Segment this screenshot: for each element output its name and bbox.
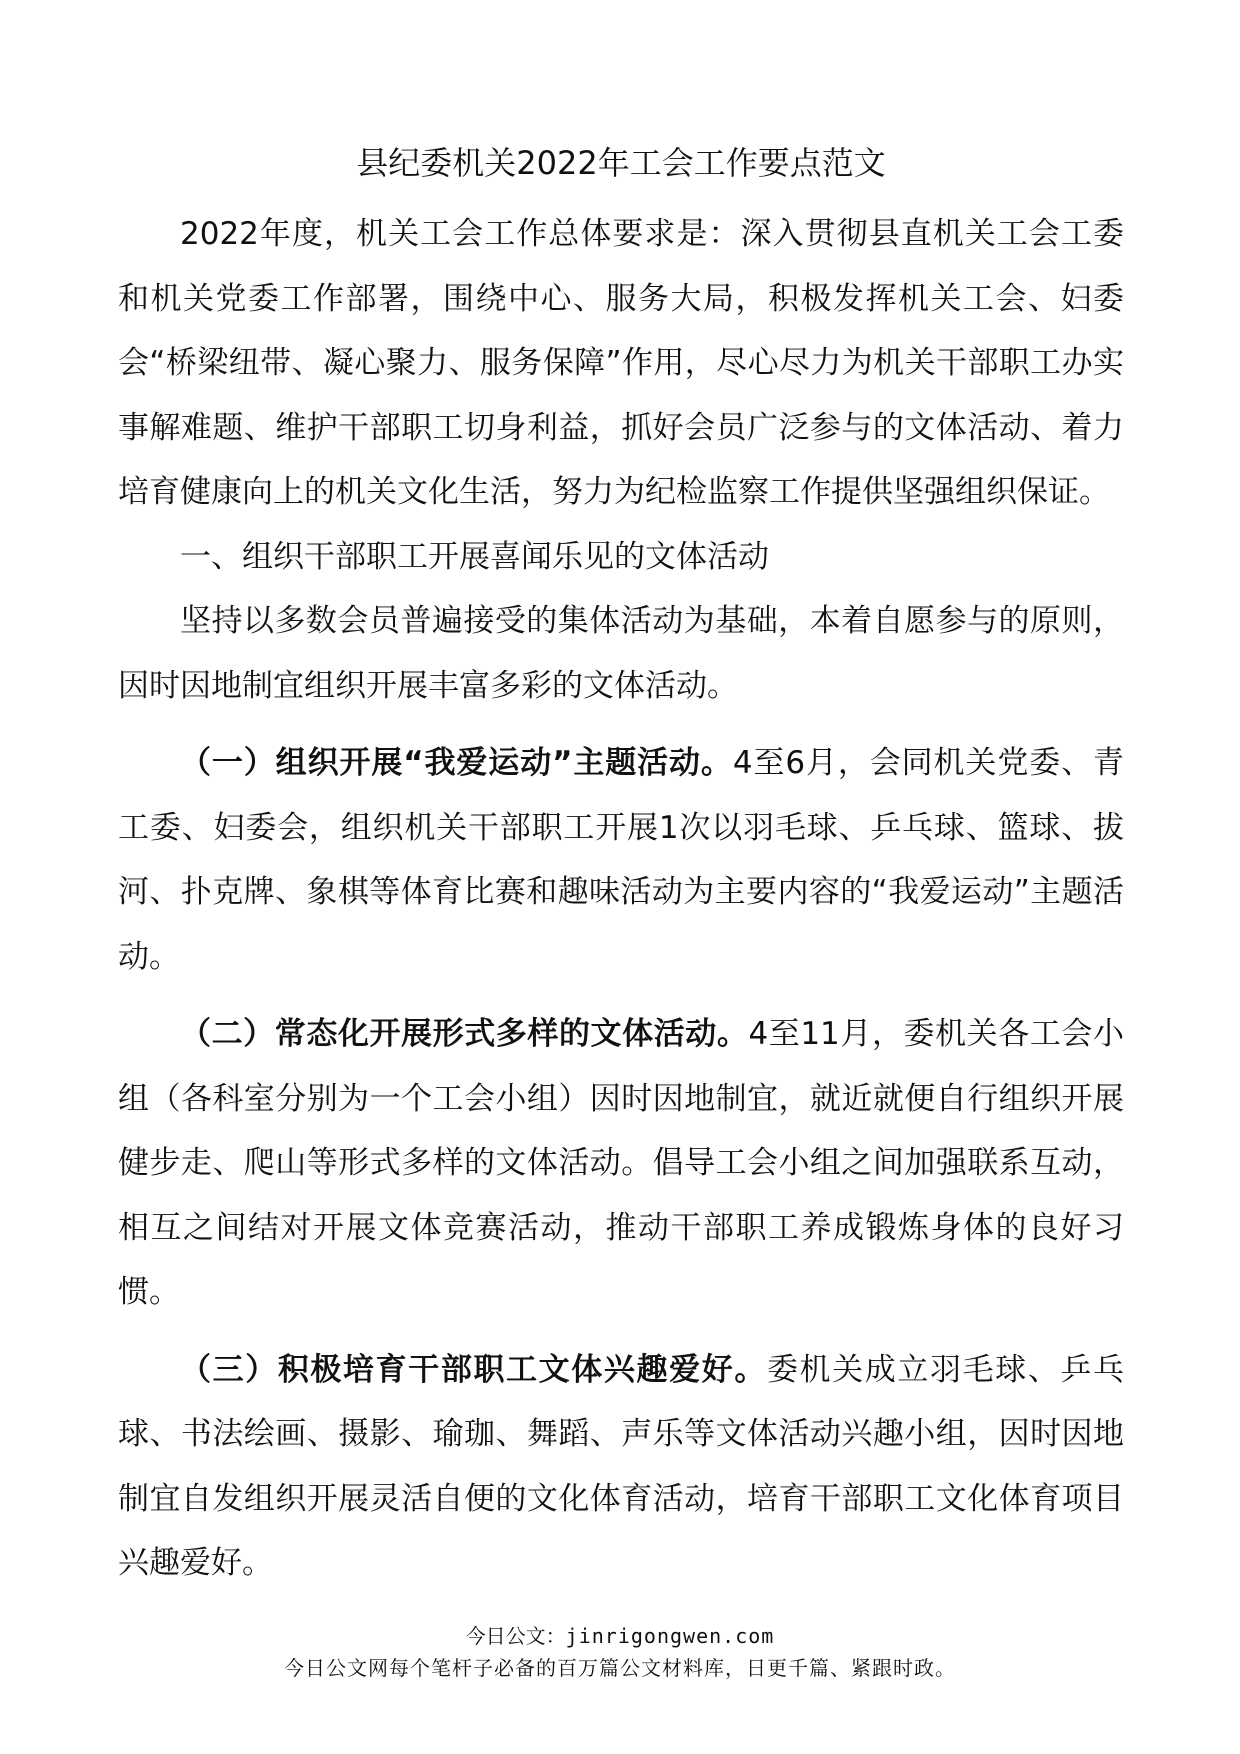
intro-paragraph: 2022年度，机关工会工作总体要求是：深入贯彻县直机关工会工委和机关党委工作部署，围绕中心、服务大局，积极发挥机关工会、妇委会“桥梁纽带、凝心聚力、服务保障”作用，尽心尽力为机关干部职工办实事解难题、维护干部职工切身利益，抓好会员广泛参与的文体活动、着力培育健康向上的机关文化生活，努力为纪检监察工作提供坚强组织保证。	[118, 216, 1124, 510]
item-3-lead: （三）积极培育干部职工文体兴趣爱好。	[180, 1351, 767, 1388]
item-2-lead: （二）常态化开展形式多样的文体活动。	[180, 1016, 749, 1052]
item-2-body: 4至11月，委机关各工会小组（各科室分别为一个工会小组）因时因地制宜，就近就便自行组织开展健步走、爬山等形式多样的文体活动。倡导工会小组之间加强联系互动，相互之间结对开展文体竞赛活动，推动干部职工养成锻炼身体的良好习惯。	[118, 1016, 1125, 1310]
item-1-body: 4至6月，会同机关党委、青工委、妇委会，组织机关干部职工开展1次以羽毛球、乒乓球、篮球、拔河、扑克牌、象棋等体育比赛和趣味活动为主要内容的“我爱运动”主题活动。	[118, 745, 1124, 975]
document-title: 县纪委机关2022年工会工作要点范文	[356, 144, 886, 182]
section-1-intro: 坚持以多数会员普遍接受的集体活动为基础，本着自愿参与的原则，因时因地制宜组织开展丰富多彩的文体活动。	[118, 603, 1124, 704]
section-1-heading: 一、组织干部职工开展喜闻乐见的文体活动	[180, 538, 769, 575]
item-3-paragraph	[118, 1338, 1124, 1596]
document-body	[118, 138, 1124, 1596]
item-2-paragraph	[118, 1002, 1124, 1325]
item-1-lead: （一）组织开展“我爱运动”主题活动。	[180, 745, 733, 781]
footer-source	[0, 1620, 1240, 1649]
footer-tagline: 今日公文网每个笔杆子必备的百万篇公文材料库，日更千篇、紧跟时政。	[284, 1656, 956, 1680]
item-3-body: 委机关成立羽毛球、乒乓球、书法绘画、摄影、瑜珈、舞蹈、声乐等文体活动兴趣小组，因时因地制宜自发组织开展灵活自便的文化体育活动，培育干部职工文化体育项目兴趣爱好。	[118, 1351, 1125, 1581]
footer-source-url[interactable]: jinrigongwen.com	[565, 1624, 775, 1648]
item-1-paragraph	[118, 731, 1124, 989]
footer-source-label: 今日公文：	[465, 1624, 566, 1648]
